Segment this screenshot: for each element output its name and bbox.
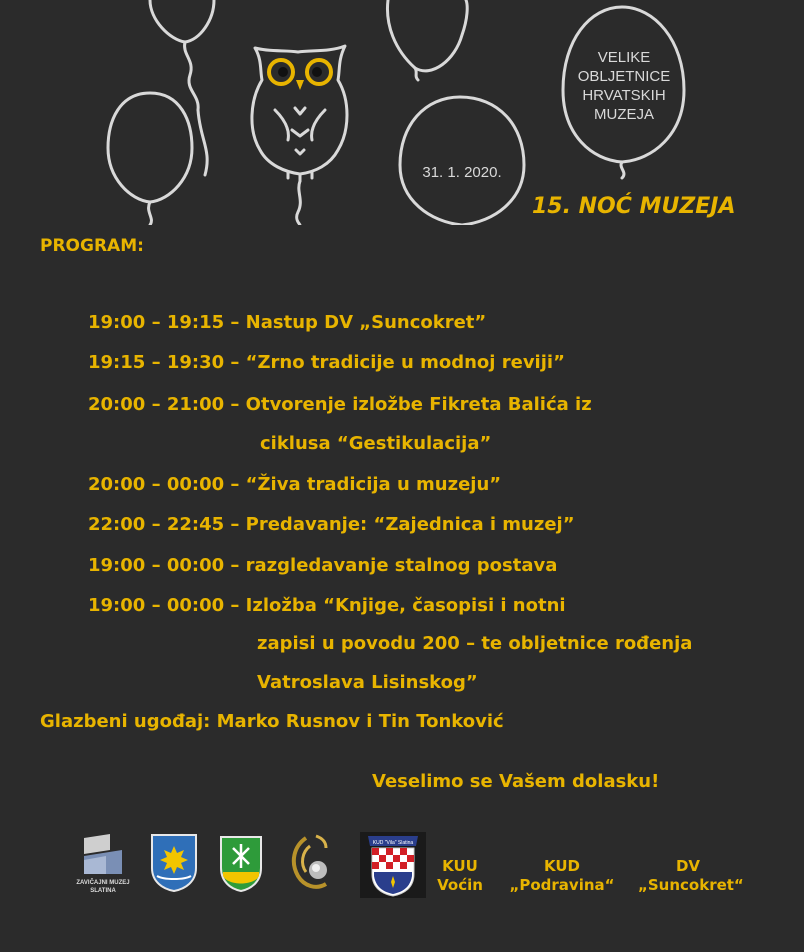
program-item-continuation: ciklusa “Gestikulacija”	[260, 433, 492, 454]
kud-label-suncokret	[638, 857, 744, 895]
kud-label-line: DV	[675, 857, 701, 875]
kud-label-line: „Podravina“	[509, 876, 615, 894]
kud-croatian-arms-icon	[360, 832, 426, 902]
program-item-continuation: Vatroslava Lisinskog”	[257, 672, 478, 693]
program-item: 20:00 – 00:00 – “Živa tradicija u muzeju”	[88, 474, 502, 495]
museum-logo	[72, 832, 134, 900]
balloon-icon	[150, 0, 214, 42]
balloon-text-line: VELIKE	[597, 49, 651, 66]
balloon-icon	[108, 93, 192, 202]
music-note: Glazbeni ugođaj: Marko Rusnov i Tin Tonković	[40, 711, 504, 732]
kud-label-podravina	[508, 857, 616, 895]
kud-label-vocin	[433, 857, 487, 895]
header-banner	[0, 0, 804, 225]
swirl-logo-icon	[286, 832, 338, 898]
balloon-text-line: HRVATSKIH	[582, 87, 666, 104]
program-item: 20:00 – 21:00 – Otvorenje izložbe Fikreta Balića iz	[88, 394, 592, 415]
program-item: 19:00 – 19:15 – Nastup DV „Suncokret”	[88, 312, 487, 333]
museum-logo-text: ZAVIČAJNI MUZEJ	[76, 880, 130, 886]
event-title: 15. NOĆ MUZEJA	[532, 194, 736, 219]
balloon-text-line: OBLJETNICE	[577, 68, 671, 85]
program-item: 19:00 – 00:00 – Izložba “Knjige, časopisi i notni	[88, 595, 566, 616]
balloon-icon	[387, 0, 467, 71]
balloons-illustration	[0, 0, 804, 225]
coat-of-arms-sun-icon	[149, 832, 199, 896]
event-date: 31. 1. 2020.	[422, 164, 502, 181]
program-item: 19:15 – 19:30 – “Zrno tradicije u modnoj reviji”	[88, 352, 565, 373]
program-item: 22:00 – 22:45 – Predavanje: “Zajednica i muzej”	[88, 514, 575, 535]
welcome-message: Veselimo se Vašem dolasku!	[372, 771, 660, 792]
program-heading: PROGRAM:	[40, 236, 144, 256]
kud-label-line: KUD	[544, 857, 580, 875]
kud-label-line: KUU	[442, 857, 478, 875]
kud-label-line: „Suncokret“	[638, 876, 744, 894]
balloon-text-line: MUZEJA	[594, 106, 654, 123]
balloon-icon	[400, 97, 524, 225]
kud-badge-text: KUD "Vila" Slatina	[372, 840, 414, 846]
coat-of-arms-green-icon	[218, 834, 264, 896]
program-item: 19:00 – 00:00 – razgledavanje stalnog postava	[88, 555, 558, 576]
kud-label-line: Voćin	[437, 876, 483, 894]
program-item-continuation: zapisi u povodu 200 – te obljetnice rođenja	[257, 633, 693, 654]
museum-logo-text: SLATINA	[90, 888, 116, 894]
